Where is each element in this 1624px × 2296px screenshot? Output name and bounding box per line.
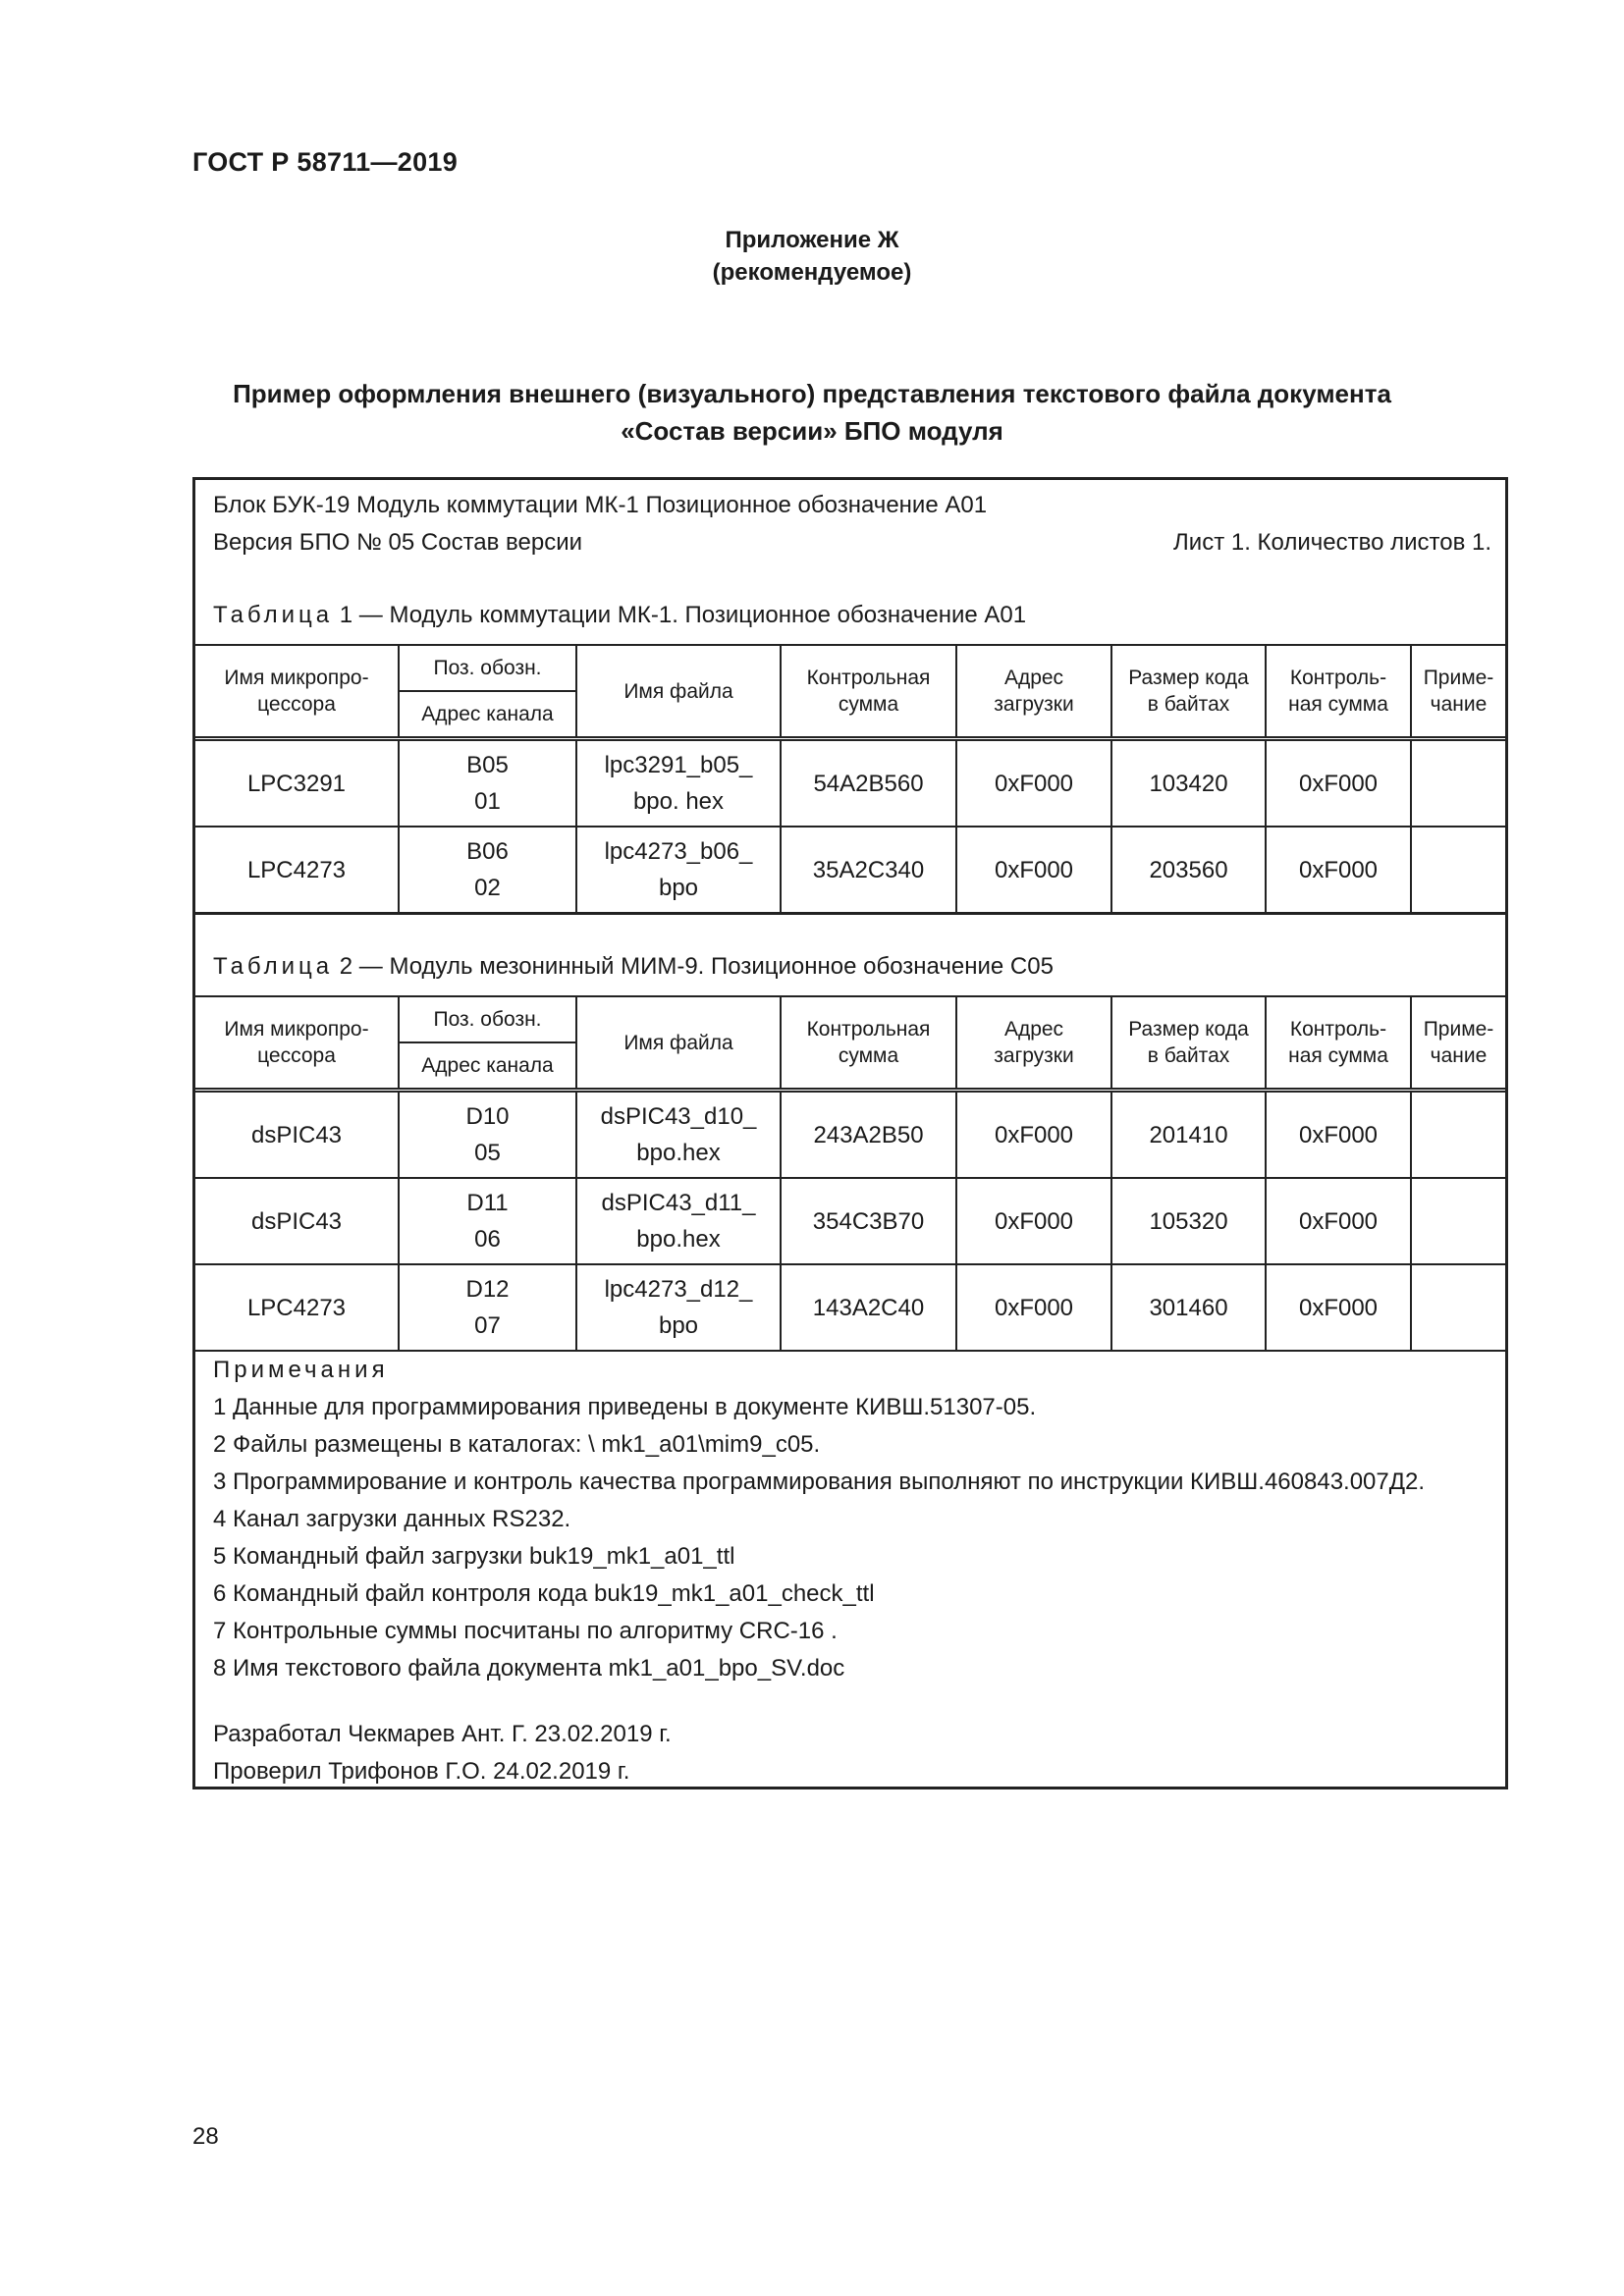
table2 <box>195 995 1505 1352</box>
notes-title: Примечания <box>213 1357 389 1383</box>
col-note-header: Приме- чание <box>1411 645 1505 739</box>
checked-by: Проверил Трифонов Г.О. 24.02.2019 г. <box>213 1758 630 1785</box>
note-item: 6 Командный файл контроля кода buk19_mk1_a01_check_ttl <box>213 1580 875 1607</box>
col-file-header: Имя файла <box>576 996 781 1091</box>
col-file-header: Имя файла <box>576 645 781 739</box>
col-channel-header: Адрес канала <box>399 691 576 739</box>
cell-cpu: dsPIC43 <box>195 1178 399 1264</box>
cell-code-size: 105320 <box>1111 1178 1266 1264</box>
col-checksum2-header: Контроль- ная сумма <box>1266 645 1411 739</box>
cell-file: lpc4273_d12_ bpo <box>576 1264 781 1351</box>
sheet-count: Лист 1. Количество листов 1. <box>1173 529 1491 556</box>
cell-load-address: 0xF000 <box>956 1091 1111 1179</box>
cell-code-size: 203560 <box>1111 827 1266 913</box>
table1-caption <box>213 602 1026 629</box>
col-checksum-header: Контрольная сумма <box>781 996 956 1091</box>
cell-note <box>1411 1178 1505 1264</box>
cell-file: dsPIC43_d11_ bpo.hex <box>576 1178 781 1264</box>
appendix-title: Приложение Ж <box>725 227 899 253</box>
cell-checksum: 35A2C340 <box>781 827 956 913</box>
table2-caption-text: 2 — Модуль мезонинный МИМ-9. Позиционное обозначение С05 <box>339 953 1054 980</box>
cell-checksum: 243A2B50 <box>781 1091 956 1179</box>
cell-code-size: 201410 <box>1111 1091 1266 1179</box>
col-pos-header: Поз. обозн. <box>399 996 576 1042</box>
col-code-size-header: Размер кода в байтах <box>1111 645 1266 739</box>
table-row <box>195 827 1505 913</box>
cell-code-size: 301460 <box>1111 1264 1266 1351</box>
version-info-line: Версия БПО № 05 Состав версии <box>213 529 583 556</box>
table-row <box>195 1264 1505 1351</box>
cell-checksum2: 0xF000 <box>1266 1264 1411 1351</box>
col-pos-header: Поз. обозн. <box>399 645 576 691</box>
cell-load-address: 0xF000 <box>956 739 1111 828</box>
table-row <box>195 1091 1505 1179</box>
cell-file: dsPIC43_d10_ bpo.hex <box>576 1091 781 1179</box>
document-title-line-2: «Состав версии» БПО модуля <box>621 416 1003 446</box>
cell-checksum: 354C3B70 <box>781 1178 956 1264</box>
cell-checksum2: 0xF000 <box>1266 1178 1411 1264</box>
note-item: 8 Имя текстового файла документа mk1_a01_bpo_SV.doc <box>213 1655 845 1682</box>
page-number: 28 <box>192 2123 219 2150</box>
cell-note <box>1411 739 1505 828</box>
note-item: 3 Программирование и контроль качества программирования выполняют по инструкции КИВШ.460843.007Д2. <box>213 1468 1426 1495</box>
appendix-heading <box>0 224 1624 289</box>
cell-pos-channel: D11 06 <box>399 1178 576 1264</box>
notes-section <box>213 1352 1425 1790</box>
cell-pos-channel: B06 02 <box>399 827 576 913</box>
table1-caption-word: Таблица <box>213 602 334 628</box>
table1-header-row <box>195 645 1505 691</box>
table-row <box>195 739 1505 828</box>
appendix-kind: (рекомендуемое) <box>712 259 912 286</box>
cell-cpu: LPC4273 <box>195 1264 399 1351</box>
col-channel-header: Адрес канала <box>399 1042 576 1091</box>
cell-file: lpc4273_b06_ bpo <box>576 827 781 913</box>
cell-note <box>1411 1264 1505 1351</box>
note-item: 7 Контрольные суммы посчитаны по алгоритму CRC-16 . <box>213 1618 838 1644</box>
table1-caption-text: 1 — Модуль коммутации МК-1. Позиционное обозначение А01 <box>339 602 1027 628</box>
col-checksum-header: Контрольная сумма <box>781 645 956 739</box>
cell-load-address: 0xF000 <box>956 1178 1111 1264</box>
cell-file: lpc3291_b05_ bpo. hex <box>576 739 781 828</box>
standard-number: ГОСТ Р 58711—2019 <box>192 147 459 177</box>
note-item: 5 Командный файл загрузки buk19_mk1_a01_ttl <box>213 1543 735 1570</box>
cell-checksum2: 0xF000 <box>1266 827 1411 913</box>
table2-caption-word: Таблица <box>213 953 334 980</box>
cell-checksum2: 0xF000 <box>1266 739 1411 828</box>
table-row <box>195 1178 1505 1264</box>
document-title <box>0 375 1624 450</box>
note-item: 4 Канал загрузки данных RS232. <box>213 1506 571 1532</box>
note-item: 1 Данные для программирования приведены в документе КИВШ.51307-05. <box>213 1394 1037 1420</box>
cell-cpu: dsPIC43 <box>195 1091 399 1179</box>
cell-pos-channel: B05 01 <box>399 739 576 828</box>
table2-caption <box>213 953 1054 981</box>
col-load-address-header: Адрес загрузки <box>956 645 1111 739</box>
cell-cpu: LPC3291 <box>195 739 399 828</box>
cell-checksum: 143A2C40 <box>781 1264 956 1351</box>
cell-code-size: 103420 <box>1111 739 1266 828</box>
document-title-line-1: Пример оформления внешнего (визуального) представления текстового файла документа <box>233 379 1391 408</box>
col-note-header: Приме- чание <box>1411 996 1505 1091</box>
col-load-address-header: Адрес загрузки <box>956 996 1111 1091</box>
cell-load-address: 0xF000 <box>956 827 1111 913</box>
cell-pos-channel: D10 05 <box>399 1091 576 1179</box>
section-divider <box>195 913 1505 915</box>
cell-note <box>1411 1091 1505 1179</box>
col-checksum2-header: Контроль- ная сумма <box>1266 996 1411 1091</box>
note-item: 2 Файлы размещены в каталогах: \ mk1_a01\mim9_c05. <box>213 1431 821 1458</box>
cell-load-address: 0xF000 <box>956 1264 1111 1351</box>
cell-pos-channel: D12 07 <box>399 1264 576 1351</box>
developed-by: Разработал Чекмарев Ант. Г. 23.02.2019 г. <box>213 1721 672 1747</box>
col-code-size-header: Размер кода в байтах <box>1111 996 1266 1091</box>
col-cpu-header: Имя микропро- цессора <box>195 645 399 739</box>
table2-header-row <box>195 996 1505 1042</box>
cell-checksum2: 0xF000 <box>1266 1091 1411 1179</box>
cell-note <box>1411 827 1505 913</box>
table1 <box>195 644 1505 914</box>
version-composition-frame <box>192 477 1508 1789</box>
cell-checksum: 54A2B560 <box>781 739 956 828</box>
cell-cpu: LPC4273 <box>195 827 399 913</box>
col-cpu-header: Имя микропро- цессора <box>195 996 399 1091</box>
block-info-line: Блок БУК-19 Модуль коммутации МК-1 Позиционное обозначение А01 <box>213 492 988 518</box>
